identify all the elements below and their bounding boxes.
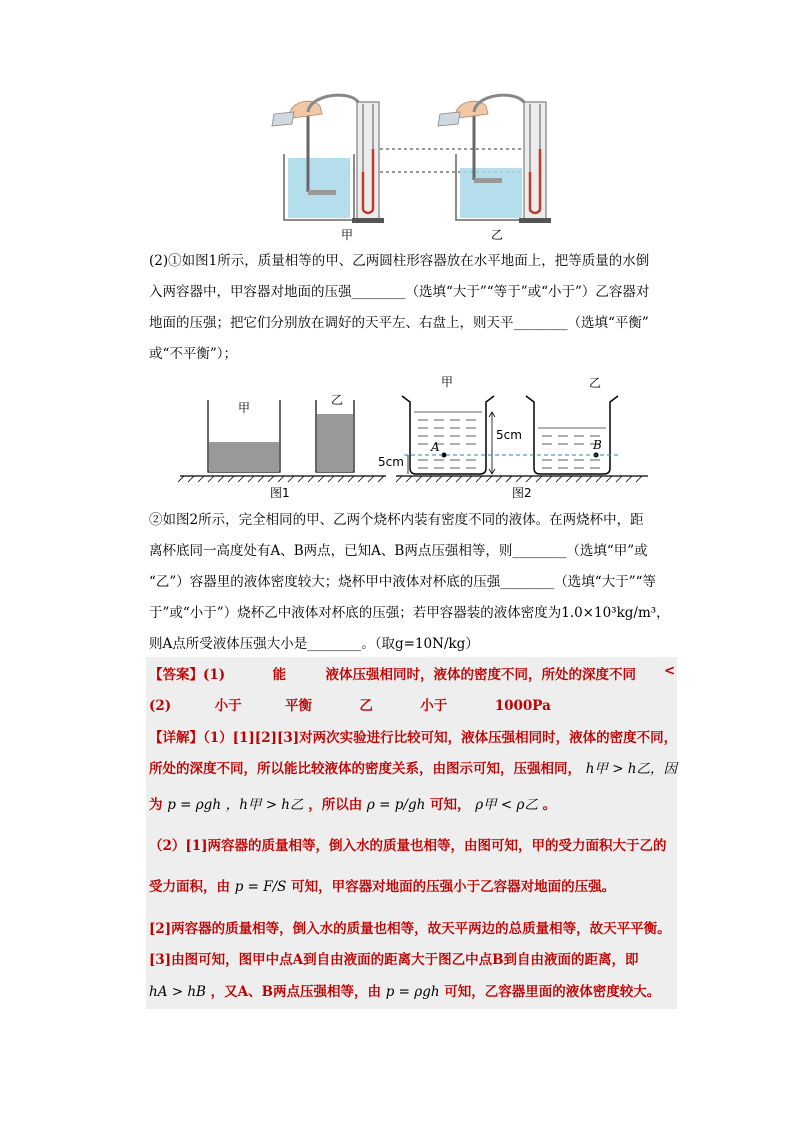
answer-1-1: 能 [272,667,287,683]
top-figure-label-jia: 甲 [341,228,354,242]
detail-line-4: （2）[1]两容器的质量相等，倒入水的质量也相等，由图可知，甲的受力面积大于乙的 [149,838,667,854]
fig2-beaker-jia [402,396,495,474]
answer-2-3: 乙 [359,698,373,714]
answer-2-5: 1000Pa [494,698,551,714]
detail-line-3-c: 可知， [429,797,471,813]
top-figure [262,92,562,242]
answer-2-1: 小于 [214,698,242,714]
question-2-part-1 [149,246,676,370]
detail-line-3-a: 为 [149,797,163,813]
detail-line-5-a: 受力面积，由 [149,879,230,895]
detail-line-6: [2]两容器的质量相等，倒入水的质量也相等，故天平两边的总质量相等，故天平平衡。 [149,921,671,937]
detail-formula-h-compare: ，h甲 > h乙 [225,797,304,813]
answer-1-2: 液体压强相同时，液体的密度不同，所处的深度不同 [325,667,636,683]
ground-right [396,476,648,482]
fig2-base-height-label: 5cm [378,455,404,469]
detail-formula-p-rho-g-h-2: p = ρgh [385,984,440,1000]
detail-line-5-b: 可知，甲容器对地面的压强小于乙容器对地面的压强。 [291,879,616,895]
detail-line-8 [149,980,660,1000]
middle-figure [178,370,648,500]
detail-line-3-d: 。 [542,797,557,813]
answer-line-1 [149,663,636,683]
fig2-caption: 图2 [512,486,532,500]
q2-2-line: 则A点所受液体压强大小是________。（取g=10N/kg） [149,636,479,652]
detail-line-5 [149,875,615,895]
answer-2-4: 小于 [420,698,448,714]
answer-head: 【答案】(1) [149,667,226,683]
fig1-container-yi [316,400,354,472]
detail-formula-rho-compare: ρ甲 < ρ乙 [475,797,538,813]
answer-2-2: 平衡 [284,698,312,714]
q2-2-line: 离杯底同一高度处有A、B两点，已知A、B两点压强相等，则________（选填“甲”或 [149,543,648,559]
right-apparatus [438,95,551,223]
q2-1-line: 地面的压强；把它们分别放在调好的天平左、右盘上，则天平________（选填“平衡” [149,315,649,331]
question-2-part-2 [149,505,676,660]
fig2-height-label: 5cm [496,428,522,442]
detail-formula-p-f-s: p = F/S [234,879,287,895]
detail-line-7: [3]由图可知，图甲中点A到自由液面的距离大于图乙中点B到自由液面的距离，即 [149,952,639,968]
detail-line-3 [149,793,556,813]
ground-left [178,476,386,482]
detail-line-3-b: ，所以由 [308,797,363,813]
q2-2-line: “乙”）容器里的液体密度较大；烧杯甲中液体对杯底的压强________（选填“大于”“等 [149,574,657,590]
detail-line-8-a: ，又A、B两点压强相等，由 [210,984,382,1000]
fig1-caption: 图1 [270,486,290,500]
fig2-label-yi: 乙 [589,376,602,390]
fig2-label-jia: 甲 [441,375,454,389]
answer-line-2 [149,694,551,714]
detail-line-2-text: 所处的深度不同，所以能比较液体的密度关系，由图示可知，压强相同， [149,761,581,777]
q2-1-line: (2)①如图1所示，质量相等的甲、乙两圆柱形容器放在水平地面上，把等质量的水倒 [149,253,650,269]
fig2-beaker-yi [526,396,618,474]
detail-line-1: 【详解】（1）[1][2][3]对两次实验进行比较可知，液体压强相同时，液体的密度不同， [149,730,678,746]
left-apparatus [272,95,384,223]
q2-1-line: 入两容器中，甲容器对地面的压强________（选填“大于”“等于”或“小于”）乙容器对 [149,284,650,300]
q2-1-line: 或“不平衡”）； [149,346,238,362]
answer-part-2-label: (2) [149,698,172,714]
detail-formula-p-rho-g-h: p = ρgh [167,797,222,813]
point-a-label: A [431,440,440,454]
fig1-label-jia: 甲 [238,401,251,415]
fig1-label-yi: 乙 [331,393,344,407]
point-b-label: B [593,438,602,452]
detail-formula-ha-hb: hA > hB [149,984,206,1000]
detail-line-2 [149,757,677,777]
top-figure-label-yi: 乙 [491,228,504,242]
detail-formula-rho: ρ = p/gh [366,797,426,813]
answer-1-3: < [664,663,676,679]
detail-line-8-b: 可知，乙容器里面的液体密度较大。 [444,984,661,1000]
q2-2-line: 于”或“小于”）烧杯乙中液体对杯底的压强；若甲容器装的液体密度为1.0×10³kg/m³， [149,605,670,621]
detail-line-2-math: h甲 > h乙，因 [585,761,677,777]
q2-2-line: ②如图2所示，完全相同的甲、乙两个烧杯内装有密度不同的液体。在两烧杯中，距 [149,512,644,528]
